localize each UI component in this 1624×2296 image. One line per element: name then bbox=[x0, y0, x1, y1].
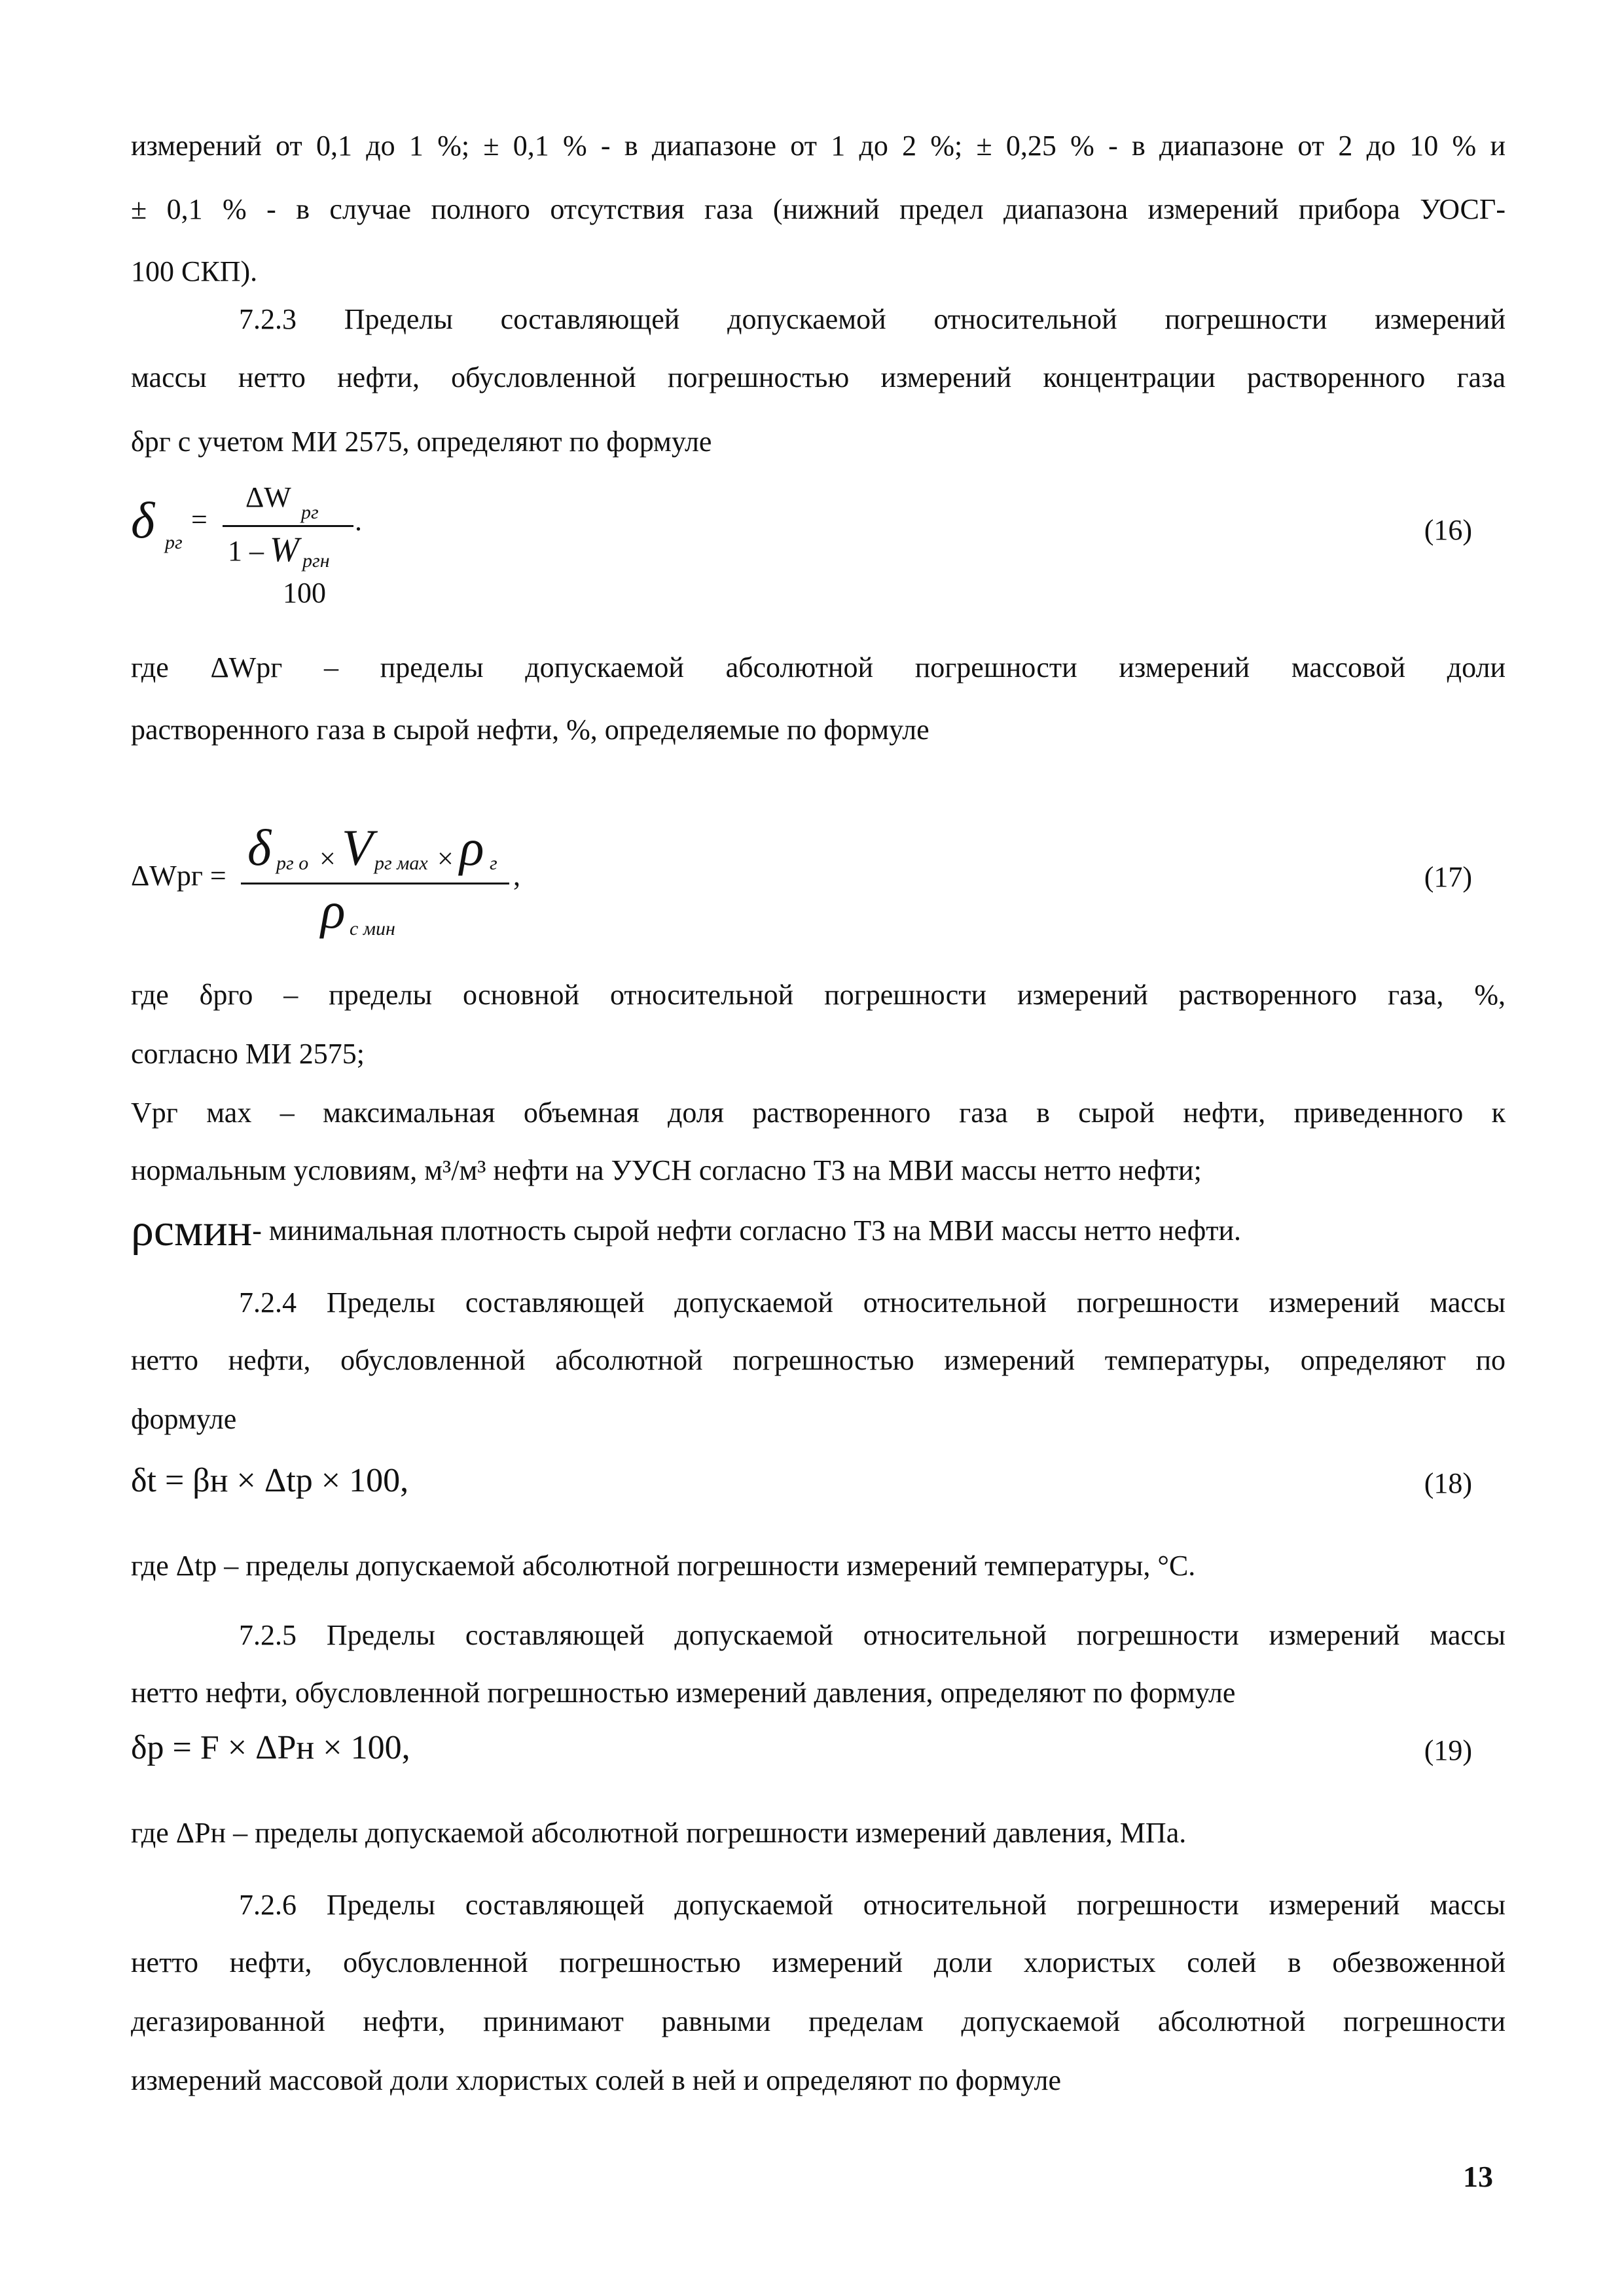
text-line: δрг с учетом МИ 2575, определяют по формуле bbox=[131, 426, 712, 458]
rho-definition: ρсмин- минимальная плотность сырой нефти согласно ТЗ на МВИ массы нетто нефти. bbox=[131, 1205, 1242, 1256]
text-line: измерений от 0,1 до 1 %; ± 0,1 % - в диапазоне от 1 до 2 %; ± 0,25 % - в диапазоне от 2 до 10 % и bbox=[131, 130, 1506, 162]
text-line: где Δtр – пределы допускаемой абсолютной погрешности измерений температуры, °С. bbox=[131, 1550, 1196, 1582]
rho-symbol: ρсмин bbox=[131, 1205, 253, 1256]
section-7-2-5-heading: 7.2.5 Пределы составляющей допускаемой относительной погрешности измерений массы bbox=[239, 1619, 1506, 1651]
text-line: где δрго – пределы основной относительной погрешности измерений растворенного газа, %, bbox=[131, 979, 1506, 1011]
text-line: где ΔPн – пределы допускаемой абсолютной погрешности измерений давления, МПа. bbox=[131, 1817, 1187, 1849]
formula-17: ΔWрг = δ рг о × V рг мах × ρ г ρ с мин , bbox=[131, 819, 520, 939]
page-number: 13 bbox=[1463, 2160, 1493, 2193]
equation-number-16: (16) bbox=[1424, 514, 1472, 546]
text-line: ± 0,1 % - в случае полного отсутствия газа (нижний предел диапазона измерений прибора УОСГ- bbox=[131, 193, 1506, 225]
section-7-2-6-heading: 7.2.6 Пределы составляющей допускаемой относительной погрешности измерений массы bbox=[239, 1889, 1506, 1921]
text-line: измерений массовой доли хлористых солей в ней и определяют по формуле bbox=[131, 2064, 1061, 2096]
text-line: нетто нефти, обусловленной погрешностью измерений давления, определяют по формуле bbox=[131, 1677, 1236, 1709]
text-line: нетто нефти, обусловленной погрешностью измерений доли хлористых солей в обезвоженной bbox=[131, 1946, 1506, 1978]
text-line: нормальным условиям, м³/м³ нефти на УУСН согласно ТЗ на МВИ массы нетто нефти; bbox=[131, 1154, 1202, 1186]
section-7-2-4-heading: 7.2.4 Пределы составляющей допускаемой относительной погрешности измерений массы bbox=[239, 1286, 1506, 1319]
equation-number-19: (19) bbox=[1424, 1734, 1472, 1766]
section-7-2-3-heading: 7.2.3 Пределы составляющей допускаемой относительной погрешности измерений bbox=[239, 303, 1506, 335]
equation-number-17: (17) bbox=[1424, 861, 1472, 893]
text-line: растворенного газа в сырой нефти, %, определяемые по формуле bbox=[131, 714, 929, 746]
text-line: дегазированной нефти, принимают равными пределам допускаемой абсолютной погрешности bbox=[131, 2005, 1506, 2037]
formula-19: δр = F × ΔPн × 100, bbox=[131, 1729, 410, 1766]
text-line: согласно МИ 2575; bbox=[131, 1038, 365, 1070]
text-line: массы нетто нефти, обусловленной погрешностью измерений концентрации растворенного газа bbox=[131, 361, 1506, 393]
formula-16: δ рг = ΔW рг 1 – W ргн 100 . bbox=[131, 481, 362, 609]
text-line: 100 СКП). bbox=[131, 255, 258, 287]
text-line: формуле bbox=[131, 1403, 237, 1435]
formula-18: δt = βн × Δtр × 100, bbox=[131, 1462, 409, 1499]
text-line: где ΔWрг – пределы допускаемой абсолютной погрешности измерений массовой доли bbox=[131, 651, 1506, 683]
text-line: Vрг мах – максимальная объемная доля растворенного газа в сырой нефти, приведенного к bbox=[131, 1097, 1506, 1129]
text-line: нетто нефти, обусловленной абсолютной погрешностью измерений температуры, определяют по bbox=[131, 1344, 1506, 1376]
equation-number-18: (18) bbox=[1424, 1467, 1472, 1499]
